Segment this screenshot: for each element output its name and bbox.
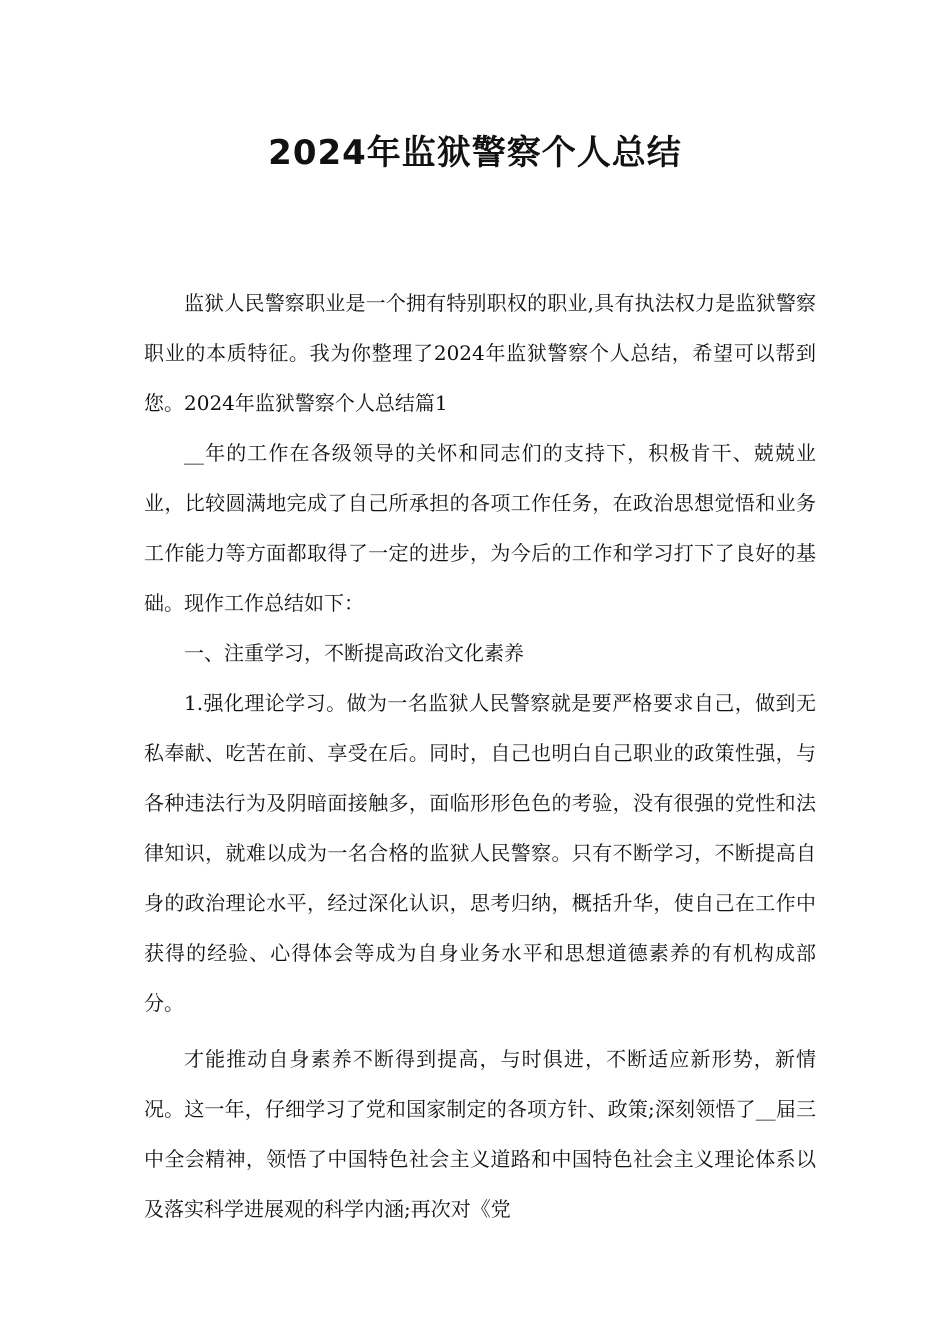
section-heading-study: 一、注重学习，不断提高政治文化素养 — [184, 641, 524, 665]
paragraph-work-overview: __年的工作在各级领导的关怀和同志们的支持下，积极肯干、兢兢业业，比较圆满地完成了自己所承担的各项工作任务，在政治思想觉悟和业务工作能力等方面都取得了一定的进步，为今后的工作和学习打下了良好的基础。现作工作总结如下： — [144, 441, 816, 615]
paragraph-theory-study: 1.强化理论学习。做为一名监狱人民警察就是要严格要求自己，做到无私奉献、吃苦在前、享受在后。同时，自己也明白自己职业的政策性强，与各种违法行为及阴暗面接触多，面临形形色色的考验，没有很强的党性和法律知识，就难以成为一名合格的监狱人民警察。只有不断学习，不断提高自身的政治理论水平，经过深化认识，思考归纳，概括升华，使自己在工作中获得的经验、心得体会等成为自身业务水平和思想道德素养的有机构成部分。 — [144, 691, 816, 1015]
paragraph-intro: 监狱人民警察职业是一个拥有特别职权的职业,具有执法权力是监狱警察职业的本质特征。我为你整理了2024年监狱警察个人总结，希望可以帮到您。2024年监狱警察个人总结篇1 — [144, 291, 816, 415]
paragraph-self-improvement: 才能推动自身素养不断得到提高，与时俱进，不断适应新形势，新情况。这一年，仔细学习了党和国家制定的各项方针、政策;深刻领悟了__届三中全会精神，领悟了中国特色社会主义道路和中国特色社会主义理论体系以及落实科学进展观的科学内涵;再次对《党 — [144, 1047, 816, 1221]
document-body — [144, 278, 816, 1234]
page-title: 2024年监狱警察个人总结 — [268, 133, 682, 173]
